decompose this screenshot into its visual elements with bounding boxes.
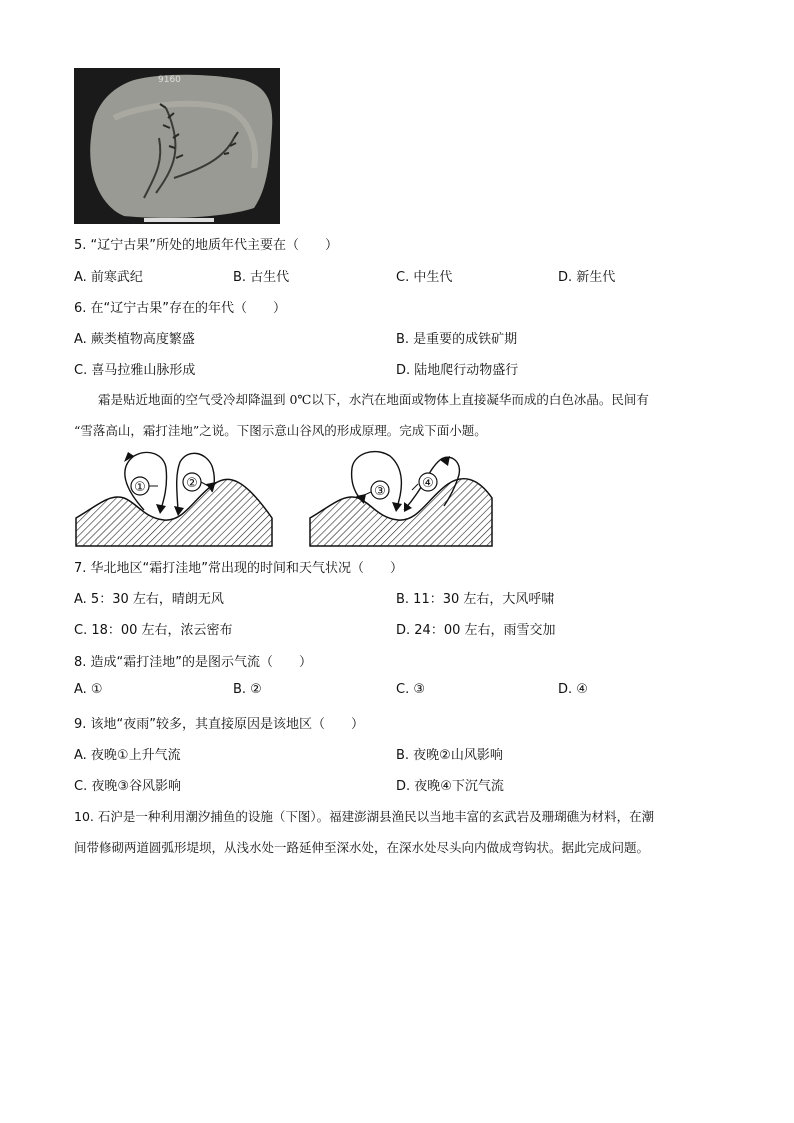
question-5-stem: 5. “辽宁古果”所处的地质年代主要在（ ） [74, 238, 339, 253]
q8-option-c[interactable]: C. ③ [396, 682, 425, 697]
valley-wind-diagram-night [308, 448, 508, 548]
q5-option-a[interactable]: A. 前寒武纪 [74, 270, 143, 285]
q6-option-d[interactable]: D. 陆地爬行动物盛行 [396, 363, 519, 378]
q8-option-d[interactable]: D. ④ [558, 682, 588, 697]
q5-option-b[interactable]: B. 古生代 [233, 270, 290, 285]
q7-option-b[interactable]: B. 11：30 左右，大风呼啸 [396, 592, 555, 607]
q7-option-d[interactable]: D. 24：00 左右，雨雪交加 [396, 623, 556, 638]
question-10-line-1: 10. 石沪是一种利用潮汐捕鱼的设施（下图）。福建澎湖县渔民以当地丰富的玄武岩及珊瑚礁为材料，在潮 [74, 809, 655, 824]
q7-option-a[interactable]: A. 5：30 左右，晴朗无风 [74, 592, 224, 607]
q9-option-a[interactable]: A. 夜晚①上升气流 [74, 748, 181, 763]
q9-option-c[interactable]: C. 夜晚③谷风影响 [74, 779, 181, 794]
q8-option-a[interactable]: A. ① [74, 682, 103, 697]
intro-line-2: “雪落高山，霜打洼地”之说。下图示意山谷风的形成原理。完成下面小题。 [74, 423, 487, 438]
fossil-photo [74, 68, 280, 224]
q8-option-b[interactable]: B. ② [233, 682, 262, 697]
q6-option-b[interactable]: B. 是重要的成铁矿期 [396, 332, 518, 347]
fossil-label: 9160 [158, 75, 181, 85]
question-9-stem: 9. 该地“夜雨”较多，其直接原因是该地区（ ） [74, 717, 365, 732]
diagram-label-4: ④ [422, 476, 434, 491]
q6-option-c[interactable]: C. 喜马拉雅山脉形成 [74, 363, 196, 378]
intro-line-1: 霜是贴近地面的空气受冷却降温到 0℃以下，水汽在地面或物体上直接凝华而成的白色冰晶。民间有 [98, 392, 649, 407]
q7-option-c[interactable]: C. 18：00 左右，浓云密布 [74, 623, 233, 638]
q6-option-a[interactable]: A. 蕨类植物高度繁盛 [74, 332, 195, 347]
question-7-stem: 7. 华北地区“霜打洼地”常出现的时间和天气状况（ ） [74, 561, 404, 576]
question-8-stem: 8. 造成“霜打洼地”的是图示气流（ ） [74, 655, 313, 670]
question-10-line-2: 间带修砌两道圆弧形堤坝，从浅水处一路延伸至深水处，在深水处尽头向内做成弯钩状。据此完成问题。 [74, 840, 650, 855]
q9-option-d[interactable]: D. 夜晚④下沉气流 [396, 779, 504, 794]
diagram-label-3: ③ [374, 484, 386, 499]
diagram-label-2: ② [186, 476, 198, 491]
valley-wind-diagram-day [74, 448, 274, 548]
question-6-stem: 6. 在“辽宁古果”存在的年代（ ） [74, 301, 287, 316]
q9-option-b[interactable]: B. 夜晚②山风影响 [396, 748, 503, 763]
q5-option-c[interactable]: C. 中生代 [396, 270, 453, 285]
q5-option-d[interactable]: D. 新生代 [558, 270, 616, 285]
diagram-label-1: ① [134, 480, 146, 495]
